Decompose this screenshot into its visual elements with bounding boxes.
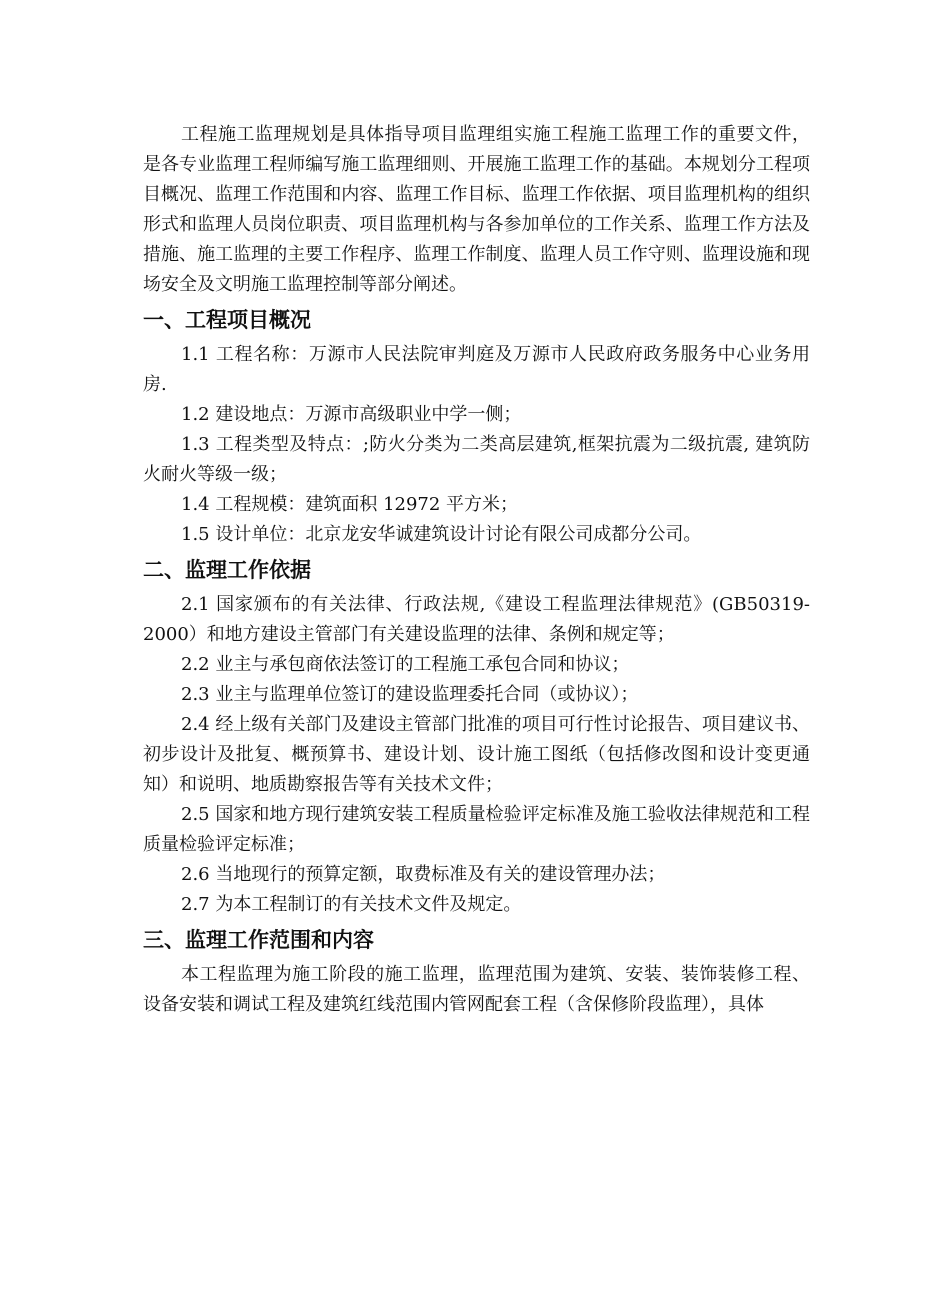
paragraph: 2.5 国家和地方现行建筑安装工程质量检验评定标准及施工验收法律规范和工程质量检验评定标准； (143, 804, 810, 855)
paragraph: 1.4 工程规模：建筑面积 12972 平方米； (181, 494, 519, 515)
paragraph: 2.3 业主与监理单位签订的建设监理委托合同（或协议）； (181, 684, 639, 705)
paragraph: 2.1 国家颁布的有关法律、行政法规,《建设工程监理法律规范》(GB50319-2000）和地方建设主管部门有关建设监理的法律、条例和规定等； (143, 594, 810, 645)
document-page (143, 120, 810, 1020)
section-heading: 三、监理工作范围和内容 (143, 928, 374, 952)
paragraph: 2.2 业主与承包商依法签订的工程施工承包合同和协议； (181, 654, 630, 675)
section-work-basis (143, 550, 810, 920)
paragraph: 2.7 为本工程制订的有关技术文件及规定。 (181, 894, 522, 915)
section-scope-content (143, 920, 810, 1020)
paragraph: 2.6 当地现行的预算定额，取费标准及有关的建设管理办法； (181, 864, 666, 885)
intro-paragraph: 工程施工监理规划是具体指导项目监理组实施工程施工监理工作的重要文件，是各专业监理工程师编写施工监理细则、开展施工监理工作的基础。本规划分工程项目概况、监理工作范围和内容、监理工作目标、监理工作依据、项目监理机构的组织形式和监理人员岗位职责、项目监理机构与各参加单位的工作关系、监理工作方法及措施、施工监理的主要工作程序、监理工作制度、监理人员工作守则、监理设施和现场安全及文明施工监理控制等部分阐述。 (143, 124, 810, 295)
paragraph: 1.2 建设地点：万源市高级职业中学一侧； (181, 404, 522, 425)
section-heading: 二、监理工作依据 (143, 558, 311, 582)
paragraph: 1.5 设计单位：北京龙安华诚建筑设计讨论有限公司成都分公司。 (181, 524, 702, 545)
section-project-overview (143, 300, 810, 550)
section-heading: 一、工程项目概况 (143, 308, 311, 332)
paragraph: 1.3 工程类型及特点：;防火分类为二类高层建筑,框架抗震为二级抗震, 建筑防火耐火等级一级； (143, 434, 810, 485)
paragraph: 1.1 工程名称：万源市人民法院审判庭及万源市人民政府政务服务中心业务用房. (143, 344, 810, 395)
paragraph: 2.4 经上级有关部门及建设主管部门批准的项目可行性讨论报告、项目建议书、初步设计及批复、概预算书、建设计划、设计施工图纸（包括修改图和设计变更通知）和说明、地质勘察报告等有关技术文件； (143, 714, 810, 795)
paragraph: 本工程监理为施工阶段的施工监理，监理范围为建筑、安装、装饰装修工程、设备安装和调试工程及建筑红线范围内管网配套工程（含保修阶段监理），具体 (143, 964, 810, 1015)
